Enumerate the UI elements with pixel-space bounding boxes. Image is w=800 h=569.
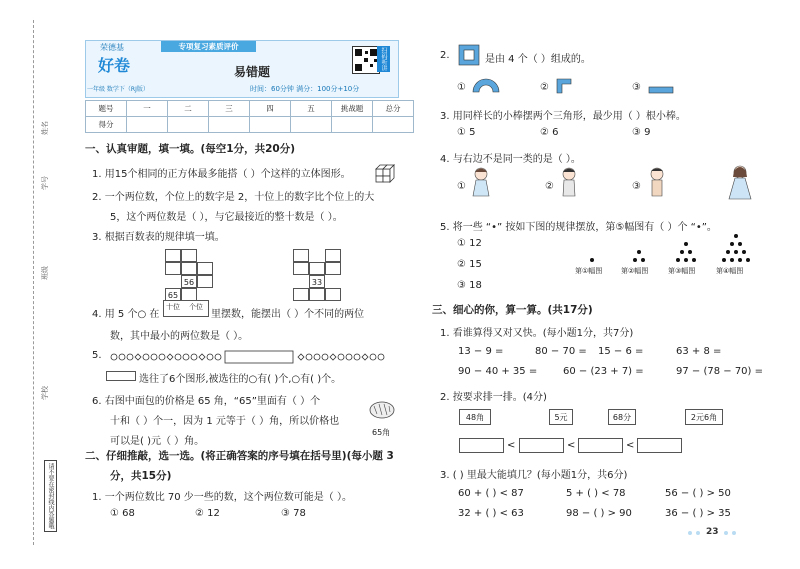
grade-label: 一年级 数学下（RJ版） <box>87 86 149 93</box>
s1-q2-line1: 2. 一个两位数，个位上的数字是 2，十位上的数字比个位上的大 <box>92 192 375 203</box>
number-label: 学号 <box>41 176 49 190</box>
dot-mark <box>730 242 734 246</box>
score-cell: 题号 <box>86 101 127 117</box>
s2-q5-opt2[interactable]: ② 15 <box>457 259 482 270</box>
page-deco-dot <box>724 531 728 535</box>
grid-cell-value: 33 <box>309 275 325 288</box>
calc-item: 80 − 70 = <box>535 346 587 357</box>
dot-mark <box>730 258 734 262</box>
calc-item: 15 − 6 = <box>598 346 644 357</box>
dot-mark <box>734 250 738 254</box>
score-cell: 一 <box>127 101 168 117</box>
grid-cell[interactable] <box>293 249 309 262</box>
figure-label-1: 第①幅图 <box>575 267 603 275</box>
figure-label-4: 第④幅图 <box>716 267 744 275</box>
score-input[interactable] <box>127 117 168 133</box>
s3-q2: 2. 按要求排一排。(4分) <box>440 392 547 403</box>
section3-title: 三、细心的你，算一算。(共17分) <box>432 304 593 316</box>
exam-meta: 时间：60分钟 满分：100分+10分 <box>250 85 360 93</box>
score-header-row <box>86 101 414 117</box>
s2-q2-opt1[interactable]: ① <box>457 82 466 93</box>
fill-item: 56 − ( ) > 50 <box>665 488 731 499</box>
princess-figure-icon <box>726 164 754 202</box>
s2-q3-opt2[interactable]: ② 6 <box>540 127 559 138</box>
order-box[interactable] <box>519 438 564 453</box>
dot-mark <box>734 234 738 238</box>
s1-q2-line2: 5，这个两位数是（ ），与它最接近的整十数是（ ）。 <box>110 212 343 223</box>
s1-q4-line1a: 4. 用 5 个○ 在 <box>92 309 160 320</box>
fill-item: 98 − ( ) > 90 <box>566 508 632 519</box>
s2-q1-opt2[interactable]: ② 12 <box>195 508 220 519</box>
order-box[interactable] <box>459 438 504 453</box>
page-deco-dot <box>696 531 700 535</box>
notice-box: 请不要在密封线内答题哦 <box>44 460 57 532</box>
calc-item: 63 + 8 = <box>676 346 722 357</box>
score-input[interactable] <box>373 117 414 133</box>
price-tag: 2元6角 <box>685 409 723 425</box>
girl-figure-icon <box>470 166 492 200</box>
class-label: 班级 <box>41 266 49 280</box>
s2-q5: 5. 将一些 “•” 按如下图的规律摆放，第⑤幅图有（ ）个 “•”。 <box>440 222 717 233</box>
shape-chain <box>110 349 385 363</box>
arc-piece-icon <box>471 77 501 93</box>
grid-cell-value: 56 <box>181 275 197 288</box>
logo <box>92 45 134 81</box>
score-input[interactable] <box>291 117 332 133</box>
score-cell: 四 <box>250 101 291 117</box>
score-table <box>85 100 414 133</box>
s1-q4-line2: 数，其中最小的两位数是（ ）。 <box>110 331 249 342</box>
score-cell: 三 <box>209 101 250 117</box>
score-cell: 二 <box>168 101 209 117</box>
binding-strip <box>0 0 58 569</box>
less-than: < <box>507 440 516 451</box>
s1-q6-line1: 6. 右图中面包的价格是 65 角，“65”里面有（ ）个 <box>92 396 321 407</box>
grid-cell[interactable] <box>325 288 341 301</box>
ones-label: 个位 <box>189 303 203 311</box>
s1-q6-line3: 可以是( )元（ ）角。 <box>110 436 205 447</box>
header-tag: 专项复习素质评价 <box>161 41 256 52</box>
s1-q5-text: 选往了6个图形,被选往的○有( )个,○有( )个。 <box>139 374 342 385</box>
s2-q2: 2. <box>440 50 450 61</box>
grid-cell[interactable] <box>197 275 213 288</box>
s2-q2-opt2[interactable]: ② <box>540 82 549 93</box>
place-value-table <box>163 300 209 317</box>
dot-mark <box>726 250 730 254</box>
dot-mark <box>637 250 641 254</box>
page-title: 易错题 <box>234 65 271 79</box>
figure-label-2: 第②幅图 <box>621 267 649 275</box>
grid-cell[interactable] <box>309 288 325 301</box>
bar-piece-icon <box>648 80 674 90</box>
dot-mark <box>684 258 688 262</box>
score-cell: 总分 <box>373 101 414 117</box>
grid-cell[interactable] <box>325 262 341 275</box>
dot-mark <box>676 258 680 262</box>
page-number: 23 <box>706 527 719 537</box>
s2-q3-opt3[interactable]: ③ 9 <box>632 127 651 138</box>
less-than: < <box>567 440 576 451</box>
tens-label: 十位 <box>166 303 180 311</box>
calc-item: 97 − (78 − 70) = <box>676 366 764 377</box>
brand-name: 荣德基 <box>100 43 124 52</box>
s2-q2-opt3[interactable]: ③ <box>632 82 641 93</box>
dot-mark <box>688 250 692 254</box>
calc-item: 13 − 9 = <box>458 346 504 357</box>
s2-q4: 4. 与右边不是同一类的是（ ）。 <box>440 154 581 165</box>
section2-title: 二、仔细推敲，选一选。(将正确答案的序号填在括号里)(每小题 3 <box>85 450 394 462</box>
dot-mark <box>633 258 637 262</box>
dot-mark <box>590 258 594 262</box>
s1-q4-line1b: 里摆数，能摆出（ ）个不同的两位 <box>211 309 365 320</box>
dot-mark <box>684 242 688 246</box>
s2-q4-opt2[interactable]: ② <box>545 181 554 192</box>
s1-q1: 1. 用15个相同的正方体最多能搭（ ）个这样的立体图形。 <box>92 169 351 180</box>
answer-box[interactable] <box>106 371 136 381</box>
kid-figure-icon <box>558 166 580 200</box>
dot-mark <box>641 258 645 262</box>
grid-cell[interactable] <box>165 249 181 262</box>
fill-item: 32 + ( ) < 63 <box>458 508 524 519</box>
grid-cell[interactable] <box>197 262 213 275</box>
dot-mark <box>680 250 684 254</box>
score-cell: 得分 <box>86 117 127 133</box>
s1-q3: 3. 根据百数表的规律填一填。 <box>92 232 225 243</box>
page-deco-dot <box>732 531 736 535</box>
bread-icon <box>368 398 396 422</box>
s2-q5-opt1[interactable]: ① 12 <box>457 238 482 249</box>
logo-text: 好卷 <box>98 56 131 75</box>
score-input[interactable] <box>168 117 209 133</box>
school-label: 学校 <box>41 386 49 400</box>
order-box[interactable] <box>578 438 623 453</box>
score-input[interactable] <box>209 117 250 133</box>
s2-q1-opt3[interactable]: ③ 78 <box>281 508 306 519</box>
cube-stack-icon <box>374 161 396 183</box>
corner-piece-icon <box>556 78 572 94</box>
s2-q3-opt1[interactable]: ① 5 <box>457 127 476 138</box>
s2-q4-opt3[interactable]: ③ <box>632 181 641 192</box>
bread-price: 65角 <box>372 428 391 437</box>
s2-q2-text: 是由 4 个（ ）组成的。 <box>485 54 591 65</box>
score-cell: 挑战题 <box>332 101 373 117</box>
grid-cell[interactable] <box>181 262 197 275</box>
price-tag: 5元 <box>549 409 573 425</box>
price-tag: 48角 <box>459 409 491 425</box>
boy-figure-icon <box>646 166 668 200</box>
fill-item: 5 + ( ) < 78 <box>566 488 626 499</box>
dot-mark <box>742 250 746 254</box>
grid-cell-value: 65 <box>165 288 181 301</box>
score-input[interactable] <box>332 117 373 133</box>
score-value-row <box>86 117 414 133</box>
score-cell: 五 <box>291 101 332 117</box>
name-label: 姓名 <box>41 121 49 135</box>
dot-mark <box>722 258 726 262</box>
price-tag: 68分 <box>608 409 636 425</box>
grid-cell[interactable] <box>309 262 325 275</box>
qr-label: 扫码听讲 <box>377 46 390 72</box>
dot-mark <box>738 258 742 262</box>
s2-q5-opt3[interactable]: ③ 18 <box>457 280 482 291</box>
grid-cell[interactable] <box>325 249 341 262</box>
dot-mark <box>692 258 696 262</box>
qr-code-icon[interactable] <box>352 46 380 74</box>
s3-q3: 3. ( ) 里最大能填几？(每小题1分，共6分) <box>440 470 628 481</box>
s2-q4-opt1[interactable]: ① <box>457 181 466 192</box>
seal-line <box>33 20 35 545</box>
s1-q5: 5. <box>92 350 102 361</box>
fill-item: 36 − ( ) > 35 <box>665 508 731 519</box>
calc-item: 90 − 40 + 35 = <box>458 366 538 377</box>
figure-label-3: 第③幅图 <box>668 267 696 275</box>
s3-q1: 1. 看谁算得又对又快。(每小题1分，共7分) <box>440 328 634 339</box>
score-input[interactable] <box>250 117 291 133</box>
s2-q1-opt1[interactable]: ① 68 <box>110 508 135 519</box>
grid-cell[interactable] <box>293 262 309 275</box>
order-box[interactable] <box>637 438 682 453</box>
s1-q6-line2: 十和（ ）个一，因为 1 元等于（ ）角，所以价格也 <box>110 416 340 427</box>
less-than: < <box>626 440 635 451</box>
s2-q3: 3. 用同样长的小棒摆两个三角形，最少用（ ）根小棒。 <box>440 111 686 122</box>
page-deco-dot <box>688 531 692 535</box>
grid-cell[interactable] <box>293 288 309 301</box>
section2-title-cont: 分，共15分) <box>110 470 172 482</box>
ring-shape-icon <box>458 44 480 66</box>
grid-cell[interactable] <box>165 262 181 275</box>
dot-mark <box>738 242 742 246</box>
section1-title: 一、认真审题，填一填。(每空1分，共20分) <box>85 143 296 155</box>
fill-item: 60 + ( ) < 87 <box>458 488 524 499</box>
s2-q1: 1. 一个两位数比 70 少一些的数，这个两位数可能是（ ）。 <box>92 492 352 503</box>
calc-item: 60 − (23 + 7) = <box>563 366 644 377</box>
dot-mark <box>746 258 750 262</box>
grid-cell[interactable] <box>181 249 197 262</box>
